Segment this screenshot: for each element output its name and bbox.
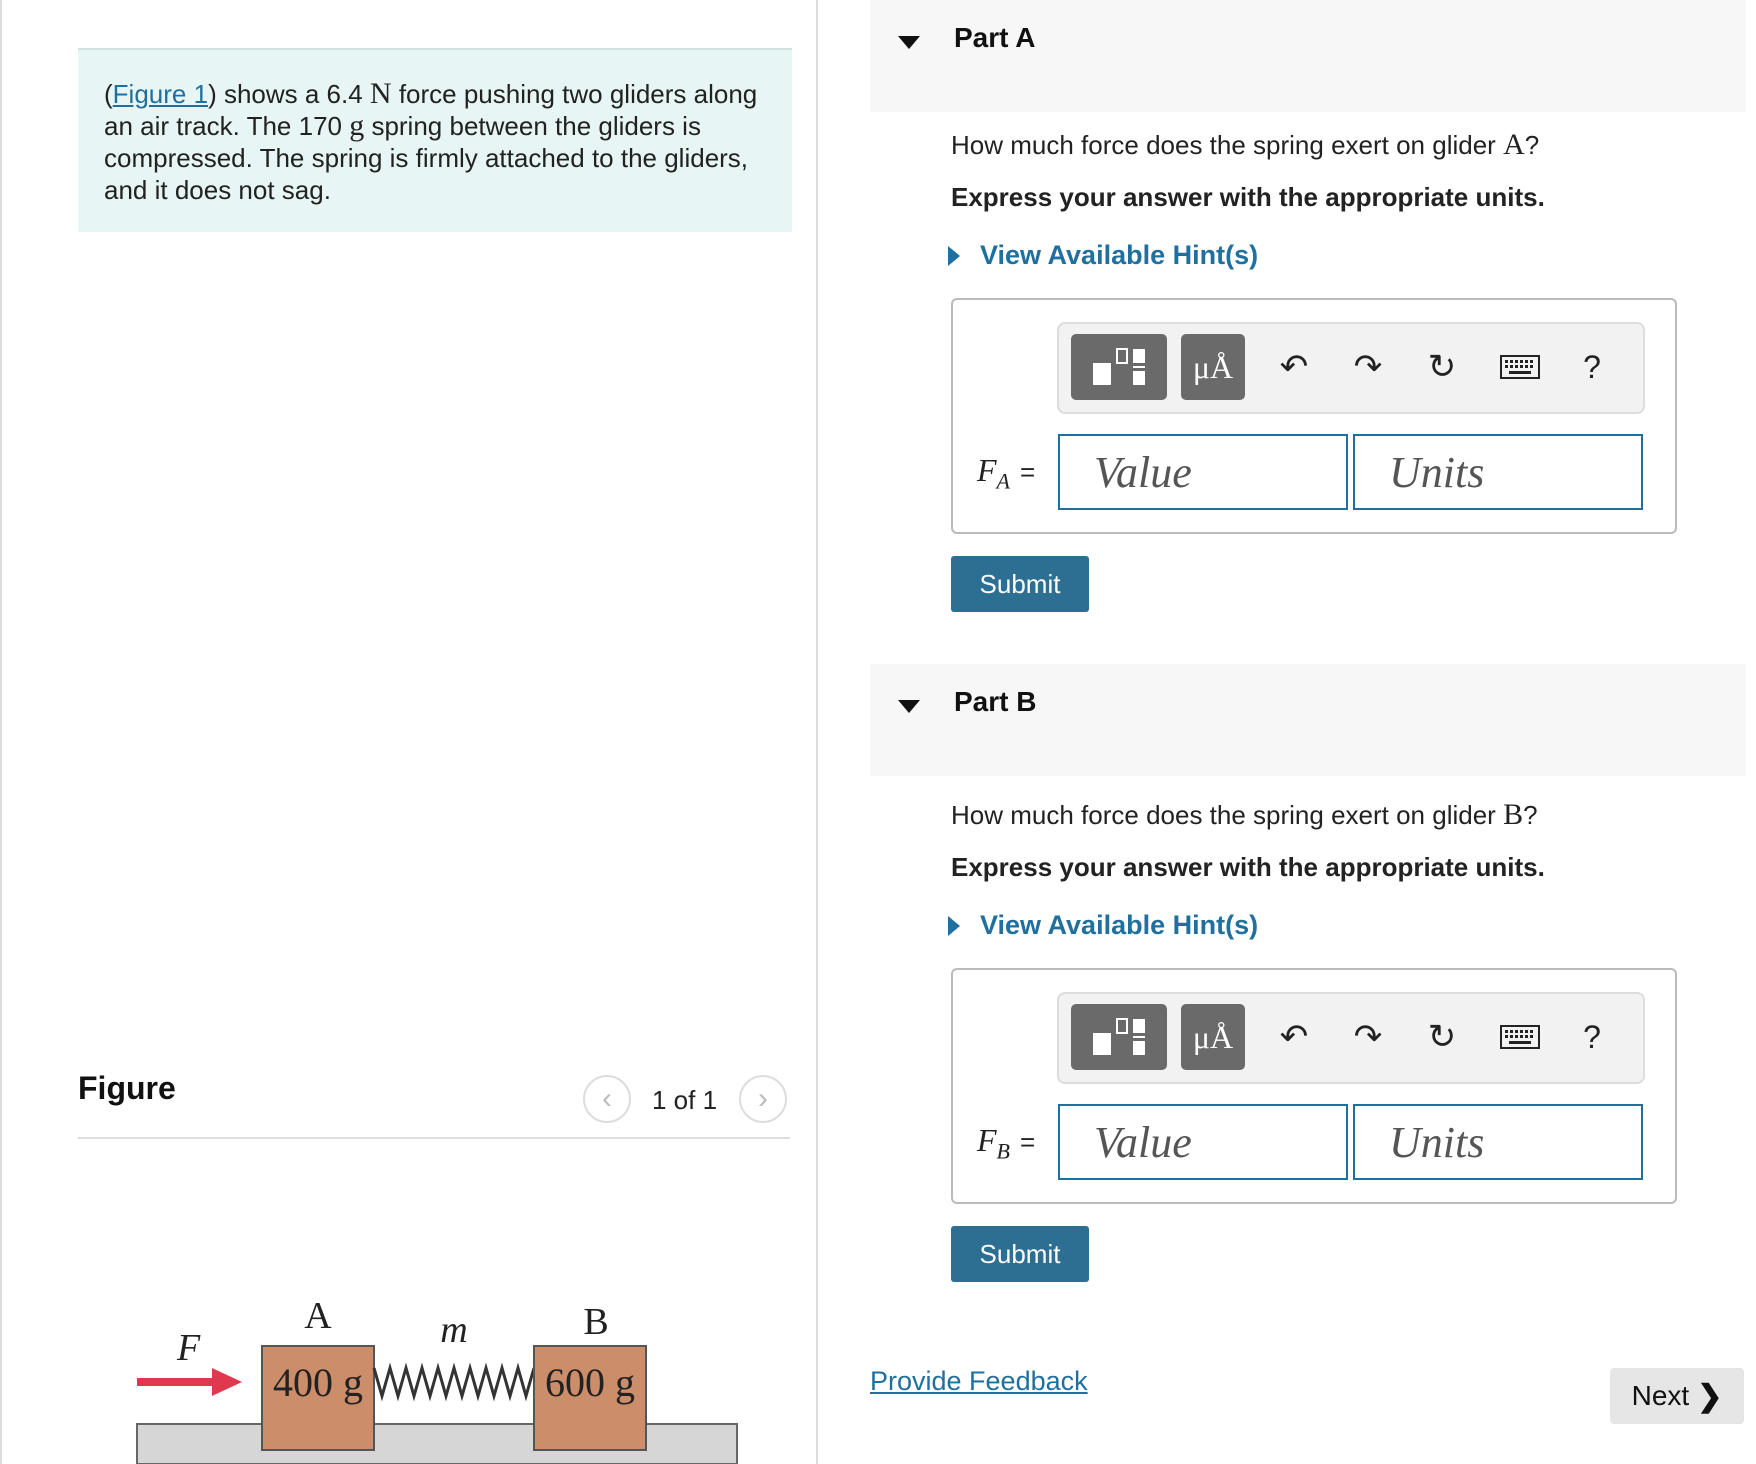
part-a-label-var: F — [977, 452, 997, 488]
reset-button[interactable] — [1417, 342, 1467, 392]
force-arrow-head — [212, 1368, 242, 1396]
part-a-units-input[interactable] — [1353, 434, 1643, 510]
mass-unit: g — [349, 109, 365, 142]
help-button[interactable] — [1567, 1012, 1617, 1062]
undo-icon: ↶ — [1279, 1018, 1309, 1056]
part-a-question-text: How much force does the spring exert on glider — [951, 130, 1504, 160]
glider-b-label: B — [583, 1301, 609, 1343]
part-a-question-var: A — [1503, 128, 1525, 161]
figure-title: Figure — [78, 1070, 176, 1106]
redo-button[interactable] — [1343, 1012, 1393, 1062]
figure-pager-count: 1 of 1 — [652, 1085, 718, 1115]
part-b-title: Part B — [954, 686, 1037, 717]
part-b-label-var: F — [977, 1122, 997, 1158]
units-button[interactable] — [1181, 334, 1245, 400]
part-a-answer-box — [951, 298, 1677, 534]
force-unit: N — [369, 77, 392, 110]
figure-divider — [78, 1137, 790, 1139]
templates-icon — [1089, 345, 1149, 389]
part-b-question-var: B — [1503, 798, 1524, 831]
part-b-question — [951, 798, 1538, 832]
keyboard-icon — [1500, 355, 1540, 379]
part-a-label-sub: A — [996, 468, 1010, 494]
caret-right-icon — [948, 246, 960, 266]
glider-a-mass: 400 g — [273, 1360, 363, 1405]
glider-a-label: A — [304, 1295, 332, 1337]
help-icon: ? — [1583, 348, 1601, 385]
undo-button[interactable] — [1269, 342, 1319, 392]
units-button[interactable] — [1181, 1004, 1245, 1070]
part-b-submit-button[interactable]: Submit — [951, 1226, 1089, 1282]
caret-right-icon — [948, 916, 960, 936]
part-b-question-text: How much force does the spring exert on glider — [951, 800, 1504, 830]
part-b-units-input[interactable] — [1353, 1104, 1643, 1180]
part-a-header[interactable] — [870, 0, 1746, 112]
part-b-answer-box — [951, 968, 1677, 1204]
next-label: Next — [1631, 1380, 1690, 1411]
provide-feedback-link[interactable]: Provide Feedback — [870, 1366, 1088, 1396]
part-b-hint-label: View Available Hint(s) — [980, 910, 1259, 940]
help-icon: ? — [1583, 1018, 1601, 1055]
problem-text-3: spring between the gliders is compressed. The spring is firmly attached to the gliders, and it does not sag. — [104, 111, 749, 205]
templates-button[interactable] — [1071, 334, 1167, 400]
part-b-instruction: Express your answer with the appropriate units. — [951, 852, 1545, 882]
part-a-question-mark: ? — [1524, 130, 1540, 160]
caret-down-icon — [898, 700, 920, 713]
chevron-right-icon: › — [758, 1082, 768, 1115]
part-a-instruction: Express your answer with the appropriate units. — [951, 182, 1545, 212]
templates-icon — [1089, 1015, 1149, 1059]
equals-sign: = — [1020, 457, 1036, 487]
keyboard-button[interactable] — [1495, 1012, 1545, 1062]
part-a-math-toolbar — [1057, 322, 1645, 414]
redo-icon: ↷ — [1353, 1018, 1383, 1056]
units-icon: μÅ — [1192, 348, 1234, 385]
part-a-question — [951, 128, 1539, 162]
part-b-value-input[interactable] — [1058, 1104, 1348, 1180]
reset-button[interactable] — [1417, 1012, 1467, 1062]
next-button[interactable] — [1610, 1368, 1744, 1424]
problem-pane — [0, 0, 816, 1464]
templates-button[interactable] — [1071, 1004, 1167, 1070]
part-a-submit-button[interactable]: Submit — [951, 556, 1089, 612]
problem-text-2: force pushing two gliders along an air track. The 170 — [104, 79, 758, 141]
problem-text-1: ) shows a 6.4 — [208, 79, 370, 109]
reset-icon: ↻ — [1427, 348, 1457, 386]
spring-mass-label: m — [440, 1309, 468, 1351]
part-a-field-label — [977, 452, 1035, 494]
equals-sign: = — [1020, 1127, 1036, 1157]
part-b-label-sub: B — [996, 1138, 1010, 1164]
caret-down-icon — [898, 36, 920, 49]
spring — [374, 1368, 534, 1396]
part-b-header[interactable] — [870, 664, 1746, 776]
chevron-right-icon: ❯ — [1697, 1379, 1723, 1413]
keyboard-icon — [1500, 1025, 1540, 1049]
part-a-title: Part A — [954, 22, 1036, 53]
gliders-figure — [112, 1270, 752, 1464]
chevron-left-icon: ‹ — [602, 1082, 612, 1115]
keyboard-button[interactable] — [1495, 342, 1545, 392]
previous-figure-button[interactable] — [583, 1075, 631, 1123]
part-b-hint-link[interactable] — [948, 910, 1258, 941]
units-icon: μÅ — [1192, 1018, 1234, 1055]
part-a-value-input[interactable] — [1058, 434, 1348, 510]
part-b-field-label — [977, 1122, 1035, 1164]
next-figure-button[interactable] — [739, 1075, 787, 1123]
reset-icon: ↻ — [1427, 1018, 1457, 1056]
part-b-question-mark: ? — [1523, 800, 1538, 830]
figure-link[interactable]: Figure 1 — [112, 79, 209, 109]
redo-button[interactable] — [1343, 342, 1393, 392]
part-b-math-toolbar — [1057, 992, 1645, 1084]
glider-b-mass: 600 g — [545, 1360, 635, 1405]
problem-statement: (Figure 1) shows a 6.4 N force pushing two gliders along an air track. The 170 g spring between the gliders is compressed. The spring is firmly attached to the gliders, and it does not sag. — [78, 48, 792, 232]
part-a-hint-label: View Available Hint(s) — [980, 240, 1259, 270]
force-label: F — [177, 1327, 201, 1369]
redo-icon: ↷ — [1353, 348, 1383, 386]
undo-icon: ↶ — [1279, 348, 1309, 386]
help-button[interactable] — [1567, 342, 1617, 392]
pane-divider — [816, 0, 818, 1464]
undo-button[interactable] — [1269, 1012, 1319, 1062]
part-a-hint-link[interactable] — [948, 240, 1258, 271]
